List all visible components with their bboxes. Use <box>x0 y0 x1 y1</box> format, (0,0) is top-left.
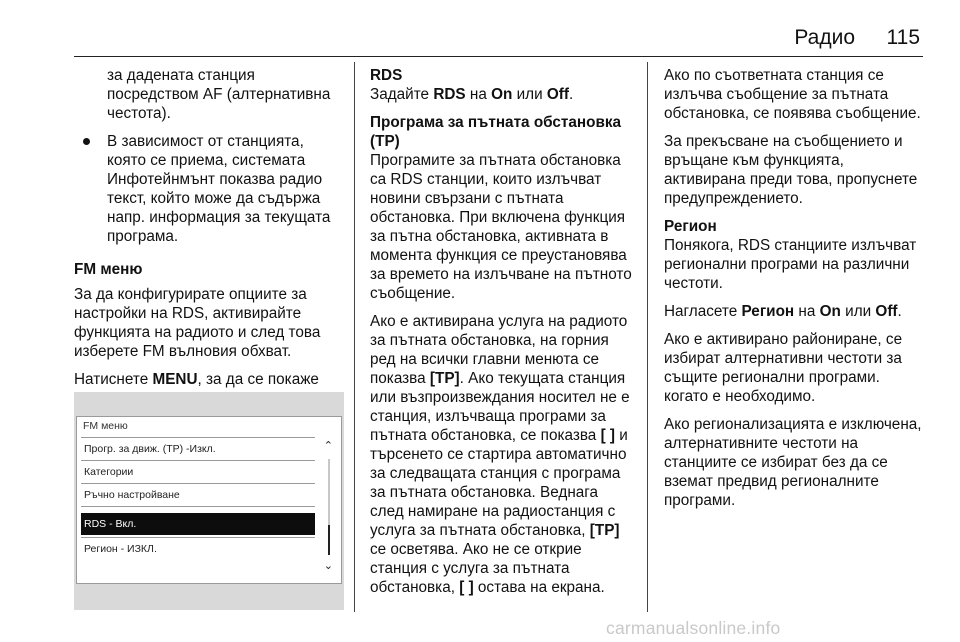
column-1 <box>74 66 344 417</box>
continued-text: за дадената станция посредством AF (алтернативна честота). <box>107 67 331 122</box>
fm-paragraph: За да конфигурирате опциите за настройки на RDS, активирайте функцията на радиото и след това изберете FM вълновия обхват. <box>74 286 321 360</box>
tp-paragraph: Програмите за пътната обстановка са RDS станции, които излъчват новини свързани с пътната обстановка. При включена функция за пътна обстановка, активната в момента функция се преустановява за времето на излъчване на пътното съобщение. <box>370 152 632 302</box>
fm-menu-screen <box>76 416 342 584</box>
menu-item-traffic-program[interactable]: Прогр. за движ. (TP) -Изкл. <box>84 443 216 455</box>
bullet-text: В зависимост от станцията, която се приема, системата Инфотейнмънт показва радио текст, който може да съдържа напр. информация за текущата програма. <box>107 133 331 245</box>
tp-paragraph-2: Ако е активирана услуга на радиото за пътната обстановка, на горния ред на всички главни менюта се показва [TP]. Ако текущата станция или възпроизвеждания носител не е станция, излъчваща програми за пътната обстановка, се показва [ ] и търсенето се стартира автоматично за следващата станция с програма за пътната обстановка. Веднага след намиране на радиостанция с услуга за пътната обстановка, [TP] се осветява. Ако не се открие станция с услуга за пътната обстановка, [ ] остава на екрана. <box>370 313 630 596</box>
bullet-item <box>74 132 344 246</box>
region-setting-paragraph: Нагласете Регион на On или Off. <box>664 303 902 320</box>
bullet-icon <box>83 138 90 145</box>
rds-heading: RDS <box>370 67 403 84</box>
chevron-down-icon[interactable]: ⌄ <box>323 560 333 572</box>
fm-menu-screenshot <box>74 392 344 610</box>
region-paragraph: Понякога, RDS станциите излъчват регионални програми на различни честоти. <box>664 237 917 292</box>
chevron-up-icon[interactable]: ⌃ <box>323 440 333 452</box>
announcement-paragraph: Ако по съответната станция се излъчва съобщение за пътната обстановка, се появява съобщение. <box>664 67 921 122</box>
fm-paragraph-menu: Натиснете MENU, за да се покаже <box>74 371 319 388</box>
region-off-paragraph: Ако регионализацията е изключена, алтернативните честоти на станциите се избират без да се вземат предвид регионалните програми. <box>664 416 922 509</box>
row-divider <box>81 506 315 507</box>
screen-title: FM меню <box>83 420 128 432</box>
column-3 <box>664 66 926 519</box>
header-rule <box>74 56 923 57</box>
menu-item-region[interactable]: Регион - ИЗКЛ. <box>84 543 157 555</box>
column-2 <box>370 66 632 606</box>
menu-key-label: MENU <box>152 371 198 388</box>
tp-heading: Програма за пътната обстановка (TP) <box>370 114 622 150</box>
interrupt-paragraph: За прекъсване на съобщението и връщане към функцията, активирана преди това, пропуснете предупреждението. <box>664 133 918 207</box>
page-header <box>0 24 960 56</box>
menu-item-rds[interactable]: RDS - Вкл. <box>81 513 315 535</box>
watermark-text: carmanualsonline.info <box>606 618 781 638</box>
menu-item-categories[interactable]: Категории <box>84 466 134 478</box>
scrollbar-thumb[interactable] <box>328 525 330 555</box>
region-heading: Регион <box>664 218 717 235</box>
rds-paragraph: Задайте RDS на On или Off. <box>370 86 574 103</box>
menu-item-manual-tuning[interactable]: Ръчно настройване <box>84 489 180 501</box>
region-on-paragraph: Ако е активирано райониране, се избират алтернативни честоти за същите регионални програми. когато е необходимо. <box>664 331 903 405</box>
column-divider <box>354 62 355 612</box>
page-number: 115 <box>886 26 920 49</box>
page-title: Радио <box>794 26 855 49</box>
column-divider <box>647 62 648 612</box>
fm-menu-heading: FM меню <box>74 261 143 278</box>
